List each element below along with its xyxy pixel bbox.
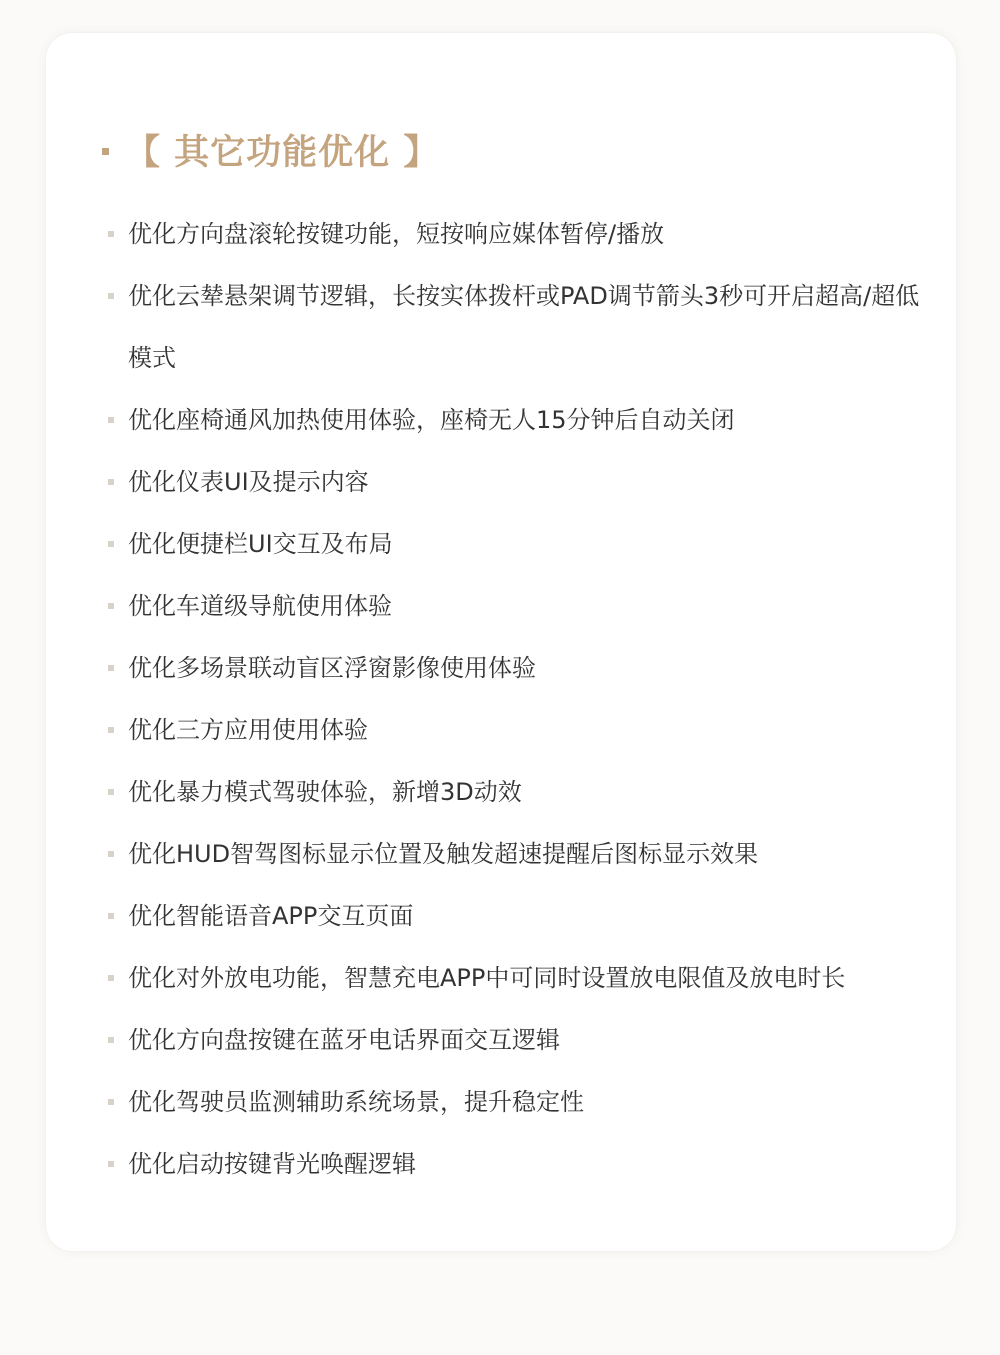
list-item-text: 优化驾驶员监测辅助系统场景，提升稳定性 (128, 1088, 584, 1116)
list-item (108, 265, 938, 389)
list-item (108, 203, 938, 265)
list-item-text: 优化HUD智驾图标显示位置及触发超速提醒后图标显示效果 (128, 840, 759, 868)
heading-dot-icon (102, 148, 109, 155)
bullet-icon (108, 1037, 114, 1043)
list-item-text: 优化云辇悬架调节逻辑，长按实体拨杆或PAD调节箭头3秒可开启超高/超低模式 (128, 282, 920, 372)
list-item (108, 637, 938, 699)
list-item (108, 1009, 938, 1071)
list-item-text: 优化座椅通风加热使用体验，座椅无人15分钟后自动关闭 (128, 406, 735, 434)
section-heading (102, 125, 439, 175)
list-item (108, 885, 938, 947)
list-item (108, 1071, 938, 1133)
bullet-icon (108, 789, 114, 795)
list-item-text: 优化方向盘滚轮按键功能，短按响应媒体暂停/播放 (128, 220, 665, 248)
bullet-icon (108, 231, 114, 237)
content-card (46, 33, 956, 1251)
list-item-text: 优化暴力模式驾驶体验，新增3D动效 (128, 778, 522, 806)
list-item (108, 1133, 938, 1195)
list-item (108, 451, 938, 513)
list-item-text: 优化三方应用使用体验 (128, 716, 368, 744)
list-item (108, 389, 938, 451)
list-item (108, 699, 938, 761)
list-item-text: 优化便捷栏UI交互及布局 (128, 530, 393, 558)
bullet-icon (108, 417, 114, 423)
list-item (108, 947, 938, 1009)
feature-list (108, 203, 938, 1195)
bullet-icon (108, 727, 114, 733)
bullet-icon (108, 975, 114, 981)
section-title: 【 其它功能优化 】 (125, 133, 440, 173)
bullet-icon (108, 851, 114, 857)
bullet-icon (108, 541, 114, 547)
list-item (108, 575, 938, 637)
list-item-text: 优化车道级导航使用体验 (128, 592, 392, 620)
bullet-icon (108, 1161, 114, 1167)
bullet-icon (108, 603, 114, 609)
list-item (108, 761, 938, 823)
bullet-icon (108, 479, 114, 485)
list-item (108, 513, 938, 575)
bullet-icon (108, 665, 114, 671)
list-item (108, 823, 938, 885)
list-item-text: 优化方向盘按键在蓝牙电话界面交互逻辑 (128, 1026, 560, 1054)
bullet-icon (108, 1099, 114, 1105)
list-item-text: 优化多场景联动盲区浮窗影像使用体验 (128, 654, 536, 682)
list-item-text: 优化仪表UI及提示内容 (128, 468, 369, 496)
bullet-icon (108, 913, 114, 919)
list-item-text: 优化启动按键背光唤醒逻辑 (128, 1150, 416, 1178)
list-item-text: 优化智能语音APP交互页面 (128, 902, 414, 930)
list-item-text: 优化对外放电功能，智慧充电APP中可同时设置放电限值及放电时长 (128, 964, 846, 992)
bullet-icon (108, 293, 114, 299)
